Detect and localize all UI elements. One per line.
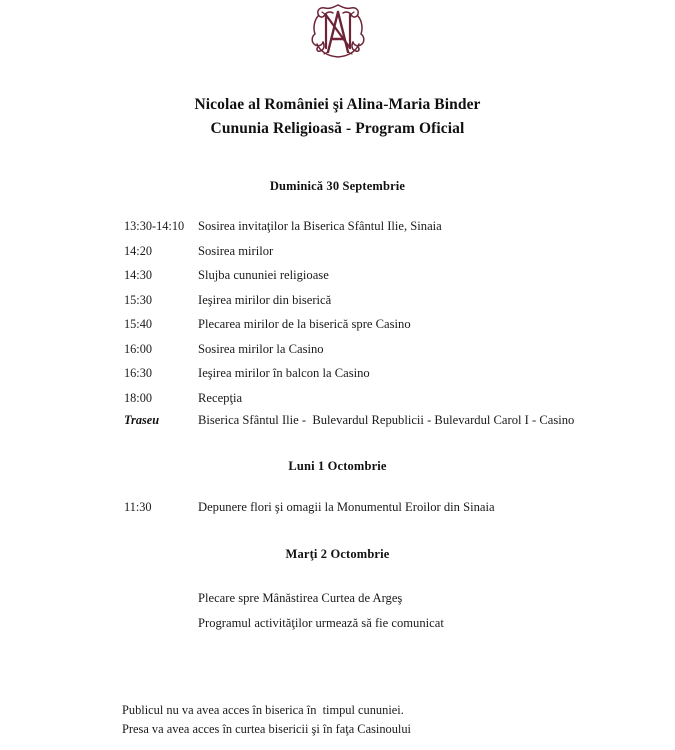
table-row (124, 268, 664, 293)
row-description: Plecarea mirilor de la biserică spre Casino (198, 317, 411, 331)
row-time: 18:00 (124, 390, 153, 405)
table-row (124, 391, 664, 416)
row-time: 16:00 (124, 341, 153, 356)
row-description: Sosirea mirilor la Casino (198, 341, 324, 356)
row-time: 16:30 (124, 366, 153, 380)
table-row (124, 500, 664, 525)
footer-note-press: Presa va avea acces în curtea bisericii şi în faţa Casinoului (122, 721, 412, 736)
row-description: Recepţia (198, 390, 243, 405)
title-line-names: Nicolae al României şi Alina-Maria Binder (194, 96, 481, 113)
day-heading-duminica: Duminică 30 Septembrie (269, 179, 406, 193)
row-time: 14:20 (124, 243, 153, 258)
schedule-day-2 (124, 500, 664, 525)
table-row (124, 342, 664, 367)
row-description: Sosirea mirilor (198, 243, 274, 258)
schedule-day-1 (124, 219, 664, 415)
row-time: 14:30 (124, 268, 153, 282)
footer-notes (122, 701, 642, 738)
route-row (124, 413, 664, 428)
row-description: Ieşirea mirilor din biserică (198, 292, 332, 307)
table-row (124, 219, 664, 244)
royal-cypher-monogram-na-icon (307, 2, 369, 60)
monogram-container (0, 2, 675, 65)
row-time: 15:30 (124, 292, 153, 307)
route-value: Biserica Sfântul Ilie - Bulevardul Republicii - Bulevardul Carol I - Casino (198, 413, 575, 427)
schedule-day-3 (124, 591, 664, 640)
table-row (124, 616, 664, 641)
page-title (0, 93, 675, 141)
table-row (124, 317, 664, 342)
row-time: 15:40 (124, 317, 153, 331)
row-time: 11:30 (124, 500, 152, 514)
title-line-subtitle: Cununia Religioasă - Program Oficial (210, 120, 465, 137)
row-description: Ieşirea mirilor în balcon la Casino (198, 366, 370, 380)
row-time: 13:30-14:10 (124, 219, 185, 233)
table-row (124, 244, 664, 269)
table-row (124, 366, 664, 391)
row-description: Slujba cununiei religioase (198, 268, 329, 282)
table-row (124, 591, 664, 616)
day-heading-marti: Marţi 2 Octombrie (285, 547, 390, 561)
row-description: Sosirea invitaţilor la Biserica Sfântul Ilie, Sinaia (198, 219, 442, 233)
footer-note-public: Publicul nu va avea acces în biserica în timpul cununiei. (122, 703, 404, 717)
row-description: Plecare spre Mânăstirea Curtea de Argeş (198, 591, 403, 605)
table-row (124, 293, 664, 318)
day-heading-luni: Luni 1 Octombrie (288, 459, 387, 473)
route-label: Traseu (124, 413, 160, 427)
row-description: Depunere flori şi omagii la Monumentul Eroilor din Sinaia (198, 500, 495, 514)
row-description: Programul activităţilor urmează să fie comunicat (198, 615, 444, 630)
